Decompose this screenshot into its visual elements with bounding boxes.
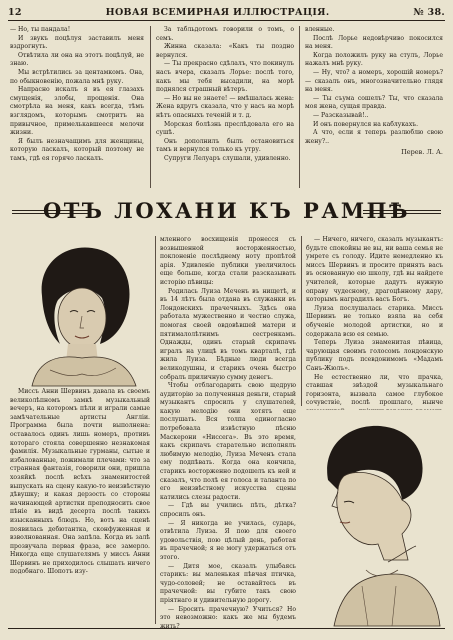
paragraph: Морская болѣзнь преслѣдовала его на сушѣ.	[156, 120, 294, 137]
article-column-2	[160, 236, 296, 630]
paragraph: Жинна сказала: «Какъ ты поздно вернулся.	[156, 43, 294, 59]
paragraph: И звукъ поцѣлуя заставилъ меня вздрогнуть.	[10, 34, 144, 51]
paragraph: Я былъ незначащимъ для женщины, которую ласкалъ, который поэтому не тамъ, гдѣ ея горячо ласкалъ.	[10, 137, 144, 162]
paragraph: Чтобы отблагодарить свою щедрую аудиторію за полученныя деньги, старый музыкантъ спросилъ у слушателей, какую мелодію они хотятъ еще послушать. Вся толпа единогласно потребовала извѣстную пѣсню Маскерони «Ниссега». Въ это время, какъ скрипачъ старательно исполнялъ любимую мелодію, Луиза Меченъ стала ему подпѣвать. Когда она кончила, старикъ восторженно подошелъ къ ней и сказалъ, что полѣ ея голоса и таланта по его неизвѣстному искусства сцены катились слезы радости.	[160, 382, 296, 501]
paragraph: — Бросить прачечную? Учиться? Но это невозможно: какъ же мы будемъ жить?	[160, 605, 296, 630]
article-column-3	[306, 236, 443, 408]
paragraph: Онъ дополнилъ былъ остановиться тамъ и вернулся только къ утру.	[156, 137, 294, 154]
article-column-1	[10, 388, 150, 626]
paragraph: — Ничего, ничего, сказалъ музыкантъ: будьте спокойны не вы, ни ваша семья не умрете съ голоду. Идите немедленно къ миссъ Шервинъ и просите принять васъ въ основанную ею школу, гдѣ вы найдете учителей, которые дадутъ нужную оправу чудесному, драгоцѣнному дару, которымъ наградилъ васъ Богъ.	[306, 236, 443, 304]
paragraph: За табльдотомъ говорили о томъ, о семъ.	[156, 26, 294, 42]
paragraph: — Ты съума сошелъ? Ты, что сказала моя жена, сущая правда.	[305, 94, 443, 111]
paragraph: — Ты прекрасно сдѣлалъ, что покинулъ насъ вчера, сказалъ Лорье: послѣ того, какъ мы тебя высадили, на морѣ поднялся страшный вѣтеръ.	[156, 60, 294, 94]
column-divider	[155, 236, 156, 624]
paragraph: — Дитя мое, сказалъ улыбаясь старикъ: вы маленькая пѣвчая птичка, чудо-соловей; не оставайтесь въ прачечной: вы губите такъ свою пріятнаго и удивительную дорогу.	[160, 562, 296, 604]
column-divider	[301, 236, 302, 406]
paragraph: Супруги Лелуаръ слушали, удивленно.	[164, 154, 291, 162]
paragraph: — Я никогда не училась, сударь, отвѣтила Луиза. Я пою для своего удовольствія, пою цѣлый день, работая въ прачечной; я не могу удержаться отъ этого.	[160, 519, 296, 561]
page-number: 12	[8, 6, 22, 18]
paragraph: И онъ повернулся на каблукахъ.	[313, 120, 419, 128]
journal-title: НОВАЯ ВСЕМИРНАЯ ИЛЛЮСТРАЦІЯ.	[105, 6, 330, 18]
paragraph: Послѣ Лорье недовѣрчиво покосился на меня.	[305, 34, 443, 51]
paragraph: А что, если я теперь разлюблю свою жену?..	[305, 129, 443, 145]
paragraph: Напрасно искалъ я въ ея глазахъ смущенія, злобы, прощенія. Она смотрѣла на меня, какъ всегда, тѣмъ взглядомъ, которымъ смотритъ на привычное, примелькавшееся мелочи жизни.	[10, 86, 144, 137]
top-column-1	[10, 26, 144, 192]
column-divider	[150, 26, 151, 188]
paragraph: Миссъ Анни Шервинъ давала въ своемъ великолѣпномъ замкѣ музыкальный вечеръ, на которомъ пѣли и играли самые замѣчательные артисты Англіи. Программа была почти выполнена: оставалось одинъ лишь номеръ, противъ котораго стояла совершенно незнакомая фамилія. Музыкальные гурманы, сытые и избалованные, пожимали плечами: что за странная фантазія, говорили они, пришла хозяйкѣ послѣ всѣхъ знаменитостей выпускать на сцену какую-то неизвѣстную дѣвушку; и какая дерзость со стороны начинающей артистки преподносить свое пѣніе въ видѣ десерта послѣ такихъ изысканныхъ блюдъ. Но, вотъ на сценѣ появилась дебютантка, сконфуженная и взволнованная. Она запѣла. Когда въ залѣ прозвучала первая фраза, все замерло. Никогда еще слушателямъ у миссъ Анни Шервинъ не приходилось слышать ничего подобнаго. Шопотъ изу-	[10, 388, 150, 576]
translator-signature: Перев. Л. А.	[401, 148, 443, 157]
profile-illustration	[304, 410, 446, 626]
column-divider	[299, 26, 300, 188]
paragraph: Мы встрѣтились за центамкомъ. Она, по обыкновенію, пожала мнѣ руку.	[10, 68, 144, 85]
paragraph: Когда положилъ руку на стулъ, Лорье нажалъ мнѣ руку.	[305, 51, 443, 68]
article-title-banner	[12, 192, 441, 232]
issue-number: № 38.	[413, 6, 445, 18]
top-column-3	[305, 26, 443, 192]
paragraph: вленные.	[305, 26, 335, 33]
portrait-illustration	[12, 236, 148, 386]
paragraph: мленного восхищенія пронесся съ возвышенной восторженностью, поклоненіе послѣднему ноту пропѣтой арія. Удивленіе публики увеличилось еще больше, когда стали разсказывать исторію пѣвицы:	[160, 236, 296, 286]
top-column-2	[156, 26, 294, 192]
paragraph: — Разсказывай!..	[313, 111, 369, 119]
article-title: ОТЪ ЛОХАНИ КЪ РАМПѢ	[42, 198, 411, 223]
paragraph: Отвѣтила ли она на этотъ поцѣлуй, не знаю.	[10, 51, 144, 68]
paragraph: — Но, ты пандала!	[10, 26, 71, 33]
paragraph: Родилась Луиза Меченъ въ нищетѣ, и въ 14 лѣтъ была отдана въ служанки въ Лондонскихъ прачечныхъ. Здѣсь она работала мужественно и честно служа, помогая своей овдовѣвшей матери и пятималолѣтнимъ сестренкамъ. Однажды, одинъ старый скрипачъ игралъ на улицѣ въ томъ кварталѣ, гдѣ жила Луиза. Бѣдные люди всегда великодушны, и старикъ очень быстро собралъ приличную сумму денегъ.	[160, 287, 296, 381]
paragraph: Теперь Луиза знаменитая пѣвица, чарующая своимъ голосомъ лондонскую публику подъ псевдонимомъ «Мадамъ Санъ-Жюлъ».	[306, 339, 443, 372]
paragraph: Луиза послушалась старика. Миссъ Шервинъ не только взяла на себя обученіе молодой артистки, но и содержала всю ея семью.	[306, 304, 443, 338]
paragraph: — Гдѣ вы учились пѣть, дѣтка? спросилъ онъ.	[160, 502, 296, 518]
page-header	[8, 4, 445, 20]
paragraph: — Ну, что? а номеръ, хорошій номеръ? — сказалъ онъ, многозначительно глядя на меня.	[305, 68, 443, 94]
paragraph: — Но вы не знаете! — вмѣшалась жена: Жена вдругъ сказала, что у насъ на морѣ нѣтъ опасныхъ теченій и т. д.	[156, 94, 294, 119]
bottom-rule	[8, 628, 445, 629]
header-rule	[8, 20, 445, 21]
paragraph: Не естественно ли, что прачка, ставшая звѣздой музыкальнаго горизонта, вызвала самое глубокое сочувствіе, послѣ прошлаго, нынче	[306, 373, 443, 407]
